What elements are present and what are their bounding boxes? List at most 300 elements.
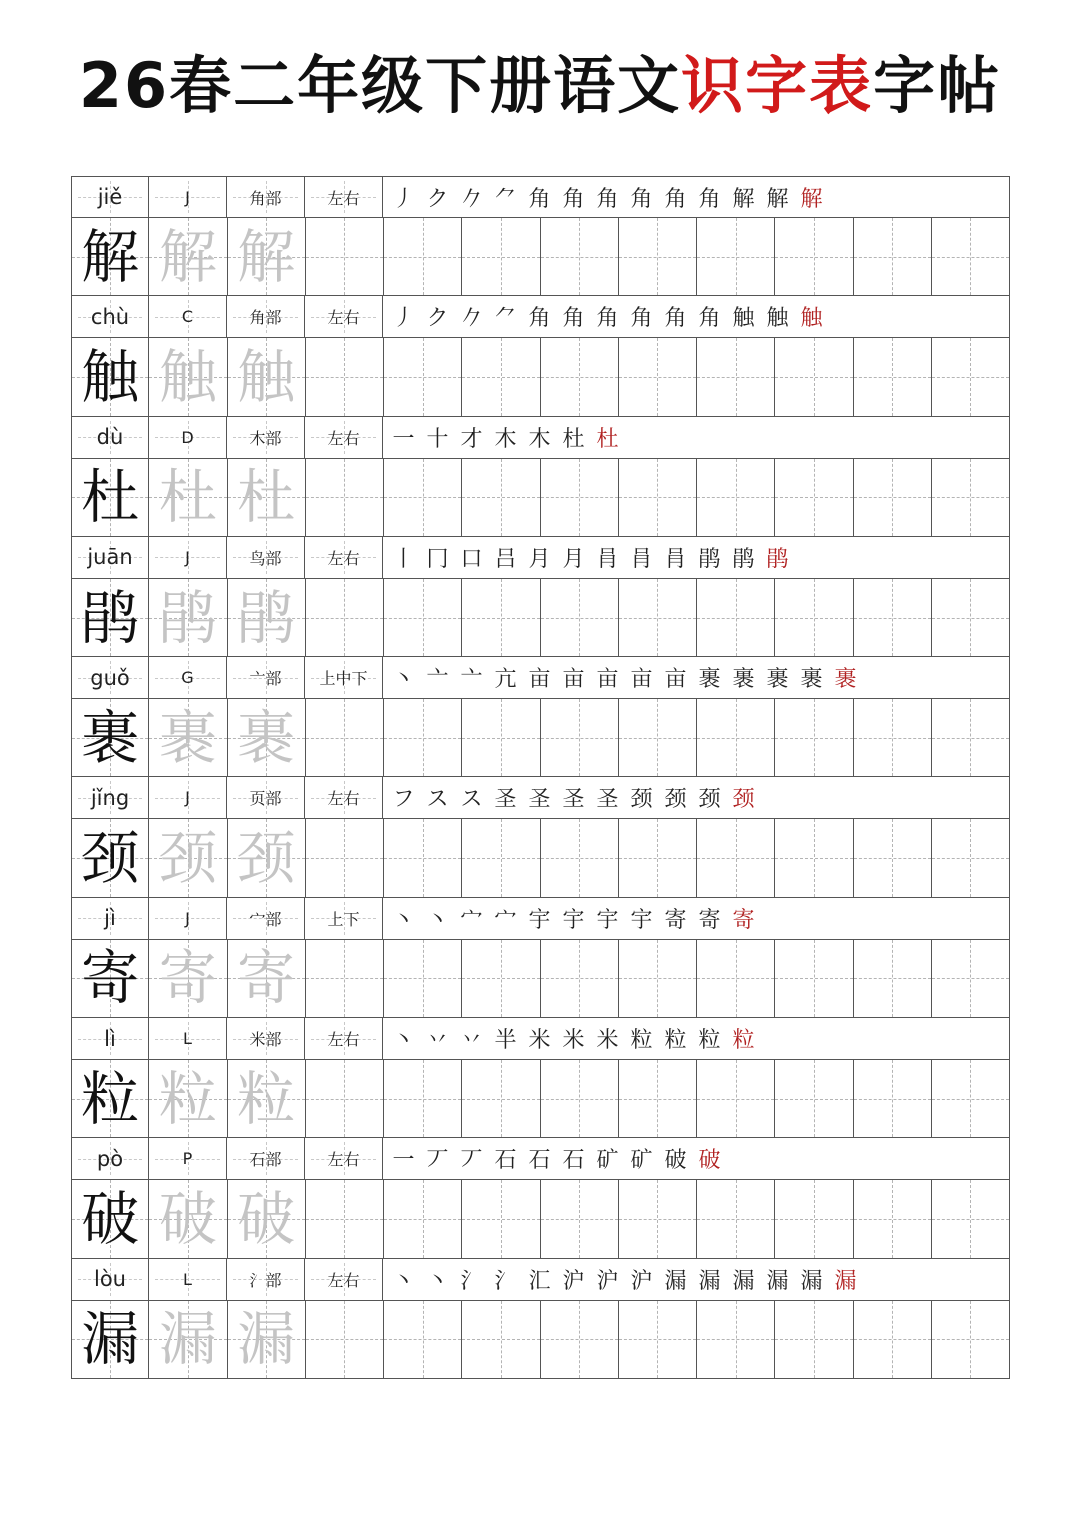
blank-practice-cell <box>541 819 619 897</box>
stroke-step: 破 <box>664 1148 687 1174</box>
stroke-step: 十 <box>426 426 449 452</box>
stroke-step: 裹 <box>766 667 789 693</box>
stroke-step: 才 <box>460 426 483 452</box>
stroke-step: ⺈ <box>494 186 517 212</box>
blank-practice-cell <box>306 338 384 416</box>
stroke-step: 石 <box>494 1148 517 1174</box>
initial-letter-cell <box>149 1138 227 1180</box>
character-block <box>71 1138 1010 1258</box>
stroke-step: 漏 <box>800 1268 823 1294</box>
blank-practice-cell <box>697 459 775 537</box>
blank-practice-cell <box>384 1301 462 1379</box>
stroke-step: 石 <box>562 1148 585 1174</box>
blank-practice-cell <box>384 940 462 1018</box>
initial-letter-cell <box>149 537 227 579</box>
stroke-step: 肙 <box>664 546 687 572</box>
initial-letter: J <box>185 547 190 567</box>
pinyin-label: lì <box>104 1026 116 1051</box>
trace-character: 解 <box>158 222 217 291</box>
stroke-step: 杜 <box>562 426 585 452</box>
radical-label: 角部 <box>249 308 282 328</box>
blank-practice-cell <box>541 459 619 537</box>
blank-practice-cell <box>619 819 697 897</box>
stroke-step: 裹 <box>800 667 823 693</box>
stroke-step: 丶 <box>426 1268 449 1294</box>
trace-character-cell <box>228 1180 306 1258</box>
structure-label-cell <box>305 417 383 459</box>
stroke-step: 宇 <box>528 907 551 933</box>
radical-label: 氵部 <box>249 1270 282 1290</box>
pinyin-label-cell <box>71 417 149 459</box>
stroke-step: 木 <box>494 426 517 452</box>
pinyin-label: guǒ <box>90 665 130 690</box>
radical-label: 鸟部 <box>249 548 282 568</box>
pinyin-label-cell <box>71 1259 149 1301</box>
radical-label-cell <box>227 1259 305 1301</box>
radical-label-cell <box>227 657 305 699</box>
stroke-step: ス <box>426 787 449 813</box>
model-character-cell <box>71 579 149 657</box>
stroke-step: 鹃 <box>766 546 789 572</box>
stroke-step: 解 <box>800 186 823 212</box>
stroke-step: 𠂊 <box>460 186 483 212</box>
structure-label: 左右 <box>327 789 360 809</box>
stroke-step: 粒 <box>732 1028 755 1054</box>
stroke-step: 汇 <box>528 1268 551 1294</box>
practice-row <box>71 338 1010 416</box>
stroke-step: 触 <box>732 306 755 332</box>
initial-letter-cell <box>149 657 227 699</box>
radical-label-cell <box>227 1018 305 1060</box>
blank-practice-cell <box>932 218 1010 296</box>
stroke-step: 宇 <box>596 907 619 933</box>
character-block <box>71 537 1010 657</box>
blank-practice-cell <box>462 1060 540 1138</box>
stroke-order-cell <box>383 657 1010 699</box>
blank-practice-cell <box>306 1180 384 1258</box>
structure-label: 上中下 <box>319 669 368 689</box>
stroke-step: 触 <box>800 306 823 332</box>
blank-practice-cell <box>541 699 619 777</box>
model-character: 解 <box>81 222 140 291</box>
stroke-step: 丿 <box>392 186 415 212</box>
stroke-step: 角 <box>562 306 585 332</box>
blank-practice-cell <box>932 819 1010 897</box>
stroke-step: 寄 <box>732 907 755 933</box>
blank-practice-cell <box>462 699 540 777</box>
stroke-step: 丶 <box>392 1268 415 1294</box>
practice-row <box>71 579 1010 657</box>
radical-label-cell <box>227 176 305 218</box>
trace-character-cell <box>149 459 227 537</box>
stroke-step: 亠 <box>460 667 483 693</box>
structure-label: 左右 <box>327 1030 360 1050</box>
initial-letter-cell <box>149 176 227 218</box>
trace-character: 寄 <box>237 944 296 1013</box>
pinyin-label-cell <box>71 537 149 579</box>
trace-character-cell <box>228 940 306 1018</box>
stroke-step: 亩 <box>562 667 585 693</box>
model-character-cell <box>71 940 149 1018</box>
blank-practice-cell <box>697 940 775 1018</box>
blank-practice-cell <box>541 1180 619 1258</box>
blank-practice-cell <box>462 1301 540 1379</box>
blank-practice-cell <box>697 338 775 416</box>
blank-practice-cell <box>462 218 540 296</box>
blank-practice-cell <box>462 940 540 1018</box>
model-character: 漏 <box>81 1305 140 1374</box>
stroke-step: 矿 <box>630 1148 653 1174</box>
stroke-step: 沪 <box>596 1268 619 1294</box>
stroke-step: 月 <box>562 546 585 572</box>
structure-label: 左右 <box>327 428 360 448</box>
stroke-step: 亩 <box>596 667 619 693</box>
stroke-step: 角 <box>596 186 619 212</box>
stroke-step: 一 <box>392 1148 415 1174</box>
stroke-step: 圣 <box>528 787 551 813</box>
blank-practice-cell <box>384 1060 462 1138</box>
radical-label-cell <box>227 537 305 579</box>
stroke-step: 沪 <box>630 1268 653 1294</box>
character-info-row <box>71 1138 1010 1180</box>
stroke-step: 宀 <box>460 907 483 933</box>
stroke-step: 粒 <box>630 1028 653 1054</box>
stroke-step: 粒 <box>698 1028 721 1054</box>
character-block <box>71 176 1010 296</box>
stroke-step: 圣 <box>596 787 619 813</box>
trace-character: 颈 <box>237 824 296 893</box>
model-character: 鹃 <box>81 583 140 652</box>
model-character-cell <box>71 699 149 777</box>
stroke-order-cell <box>383 176 1010 218</box>
stroke-step: 角 <box>698 186 721 212</box>
blank-practice-cell <box>384 699 462 777</box>
stroke-step: 漏 <box>664 1268 687 1294</box>
stroke-step: 米 <box>528 1028 551 1054</box>
blank-practice-cell <box>775 1060 853 1138</box>
trace-character: 鹃 <box>237 583 296 652</box>
blank-practice-cell <box>384 1180 462 1258</box>
stroke-order-cell <box>383 537 1010 579</box>
trace-character-cell <box>149 1301 227 1379</box>
blank-practice-cell <box>697 1060 775 1138</box>
structure-label-cell <box>305 537 383 579</box>
stroke-step: 宇 <box>562 907 585 933</box>
initial-letter: J <box>185 187 190 207</box>
blank-practice-cell <box>619 940 697 1018</box>
stroke-step: 丷 <box>426 1028 449 1054</box>
stroke-step: 解 <box>732 186 755 212</box>
trace-character: 粒 <box>158 1064 217 1133</box>
character-block <box>71 777 1010 897</box>
stroke-step: 解 <box>766 186 789 212</box>
stroke-step: 圣 <box>562 787 585 813</box>
stroke-step: 角 <box>698 306 721 332</box>
blank-practice-cell <box>306 459 384 537</box>
character-info-row <box>71 777 1010 819</box>
stroke-step: 𠂊 <box>460 306 483 332</box>
stroke-step: 氵 <box>494 1268 517 1294</box>
stroke-step: 寄 <box>664 907 687 933</box>
stroke-step: 角 <box>664 306 687 332</box>
pinyin-label-cell <box>71 296 149 338</box>
stroke-step: ス <box>460 787 483 813</box>
structure-label-cell <box>305 296 383 338</box>
stroke-step: ⺈ <box>494 306 517 332</box>
initial-letter-cell <box>149 1259 227 1301</box>
trace-character-cell <box>228 218 306 296</box>
model-character: 寄 <box>81 944 140 1013</box>
model-character: 颈 <box>81 824 140 893</box>
character-info-row <box>71 537 1010 579</box>
stroke-step: ク <box>426 306 449 332</box>
title-part-2: 字帖 <box>873 49 1002 122</box>
character-info-row <box>71 898 1010 940</box>
blank-practice-cell <box>462 579 540 657</box>
trace-character-cell <box>149 1060 227 1138</box>
initial-letter: D <box>181 427 194 447</box>
stroke-step: 宀 <box>494 907 517 933</box>
character-block <box>71 417 1010 537</box>
stroke-step: 丿 <box>392 306 415 332</box>
stroke-step: 亠 <box>426 667 449 693</box>
trace-character: 解 <box>237 222 296 291</box>
blank-practice-cell <box>932 1180 1010 1258</box>
stroke-step: 角 <box>562 186 585 212</box>
blank-practice-cell <box>384 579 462 657</box>
blank-practice-cell <box>306 699 384 777</box>
blank-practice-cell <box>775 1301 853 1379</box>
blank-practice-cell <box>854 1060 932 1138</box>
model-character-cell <box>71 1301 149 1379</box>
blank-practice-cell <box>619 699 697 777</box>
practice-row <box>71 1060 1010 1138</box>
trace-character: 寄 <box>158 944 217 1013</box>
blank-practice-cell <box>619 459 697 537</box>
model-character: 破 <box>81 1185 140 1254</box>
trace-character-cell <box>149 940 227 1018</box>
blank-practice-cell <box>854 1180 932 1258</box>
radical-label-cell <box>227 898 305 940</box>
structure-label-cell <box>305 657 383 699</box>
stroke-order-cell <box>383 898 1010 940</box>
blank-practice-cell <box>775 338 853 416</box>
stroke-step: 杜 <box>596 426 619 452</box>
pinyin-label: lòu <box>94 1267 126 1292</box>
trace-character-cell <box>228 579 306 657</box>
blank-practice-cell <box>306 218 384 296</box>
blank-practice-cell <box>775 459 853 537</box>
stroke-step: 矿 <box>596 1148 619 1174</box>
stroke-step: 触 <box>766 306 789 332</box>
stroke-step: 颈 <box>664 787 687 813</box>
stroke-step: フ <box>392 787 415 813</box>
blank-practice-cell <box>932 1060 1010 1138</box>
blank-practice-cell <box>854 218 932 296</box>
trace-character-cell <box>228 459 306 537</box>
blank-practice-cell <box>854 579 932 657</box>
title-highlight: 识字表 <box>681 49 874 122</box>
stroke-step: 角 <box>596 306 619 332</box>
structure-label-cell <box>305 1018 383 1060</box>
stroke-step: 漏 <box>698 1268 721 1294</box>
trace-character: 杜 <box>158 463 217 532</box>
blank-practice-cell <box>775 699 853 777</box>
trace-character-cell <box>149 819 227 897</box>
initial-letter: J <box>185 788 190 808</box>
stroke-step: 亩 <box>630 667 653 693</box>
blank-practice-cell <box>384 218 462 296</box>
structure-label-cell <box>305 1138 383 1180</box>
trace-character-cell <box>228 338 306 416</box>
stroke-step: 角 <box>630 186 653 212</box>
blank-practice-cell <box>775 819 853 897</box>
stroke-step: 漏 <box>732 1268 755 1294</box>
radical-label: 宀部 <box>249 909 282 929</box>
initial-letter: G <box>181 668 194 688</box>
blank-practice-cell <box>462 1180 540 1258</box>
stroke-step: 肙 <box>596 546 619 572</box>
stroke-order-cell <box>383 417 1010 459</box>
stroke-step: 圣 <box>494 787 517 813</box>
character-block <box>71 657 1010 777</box>
blank-practice-cell <box>697 1301 775 1379</box>
blank-practice-cell <box>541 1060 619 1138</box>
pinyin-label-cell <box>71 1138 149 1180</box>
trace-character-cell <box>149 579 227 657</box>
radical-label: 亠部 <box>249 669 282 689</box>
stroke-step: 角 <box>528 306 551 332</box>
trace-character: 漏 <box>237 1305 296 1374</box>
stroke-step: 沪 <box>562 1268 585 1294</box>
structure-label: 左右 <box>327 1270 360 1290</box>
blank-practice-cell <box>619 1060 697 1138</box>
stroke-step: 氵 <box>460 1268 483 1294</box>
blank-practice-cell <box>854 819 932 897</box>
stroke-step: 粒 <box>664 1028 687 1054</box>
model-character-cell <box>71 1060 149 1138</box>
blank-practice-cell <box>384 459 462 537</box>
radical-label: 米部 <box>249 1030 282 1050</box>
stroke-step: 丆 <box>426 1148 449 1174</box>
radical-label: 石部 <box>249 1150 282 1170</box>
practice-row <box>71 819 1010 897</box>
initial-letter: L <box>183 1029 192 1049</box>
radical-label-cell <box>227 417 305 459</box>
blank-practice-cell <box>932 940 1010 1018</box>
blank-practice-cell <box>854 1301 932 1379</box>
structure-label: 左右 <box>327 308 360 328</box>
stroke-step: 半 <box>494 1028 517 1054</box>
character-info-row <box>71 417 1010 459</box>
initial-letter: C <box>181 307 194 327</box>
model-character: 粒 <box>81 1064 140 1133</box>
blank-practice-cell <box>932 1301 1010 1379</box>
trace-character-cell <box>228 1060 306 1138</box>
blank-practice-cell <box>462 338 540 416</box>
stroke-step: 石 <box>528 1148 551 1174</box>
blank-practice-cell <box>697 1180 775 1258</box>
pinyin-label-cell <box>71 1018 149 1060</box>
radical-label-cell <box>227 1138 305 1180</box>
stroke-step: 月 <box>528 546 551 572</box>
blank-practice-cell <box>306 819 384 897</box>
stroke-step: 裹 <box>732 667 755 693</box>
practice-row <box>71 699 1010 777</box>
blank-practice-cell <box>619 1180 697 1258</box>
stroke-step: 亢 <box>494 667 517 693</box>
stroke-step: 口 <box>460 546 483 572</box>
stroke-step: 裹 <box>834 667 857 693</box>
blank-practice-cell <box>541 338 619 416</box>
character-info-row <box>71 1259 1010 1301</box>
practice-row <box>71 940 1010 1018</box>
blank-practice-cell <box>775 940 853 1018</box>
radical-label: 页部 <box>249 789 282 809</box>
trace-character-cell <box>228 699 306 777</box>
radical-label: 角部 <box>249 188 282 208</box>
blank-practice-cell <box>619 218 697 296</box>
stroke-step: 角 <box>664 186 687 212</box>
model-character: 裹 <box>81 703 140 772</box>
stroke-step: 颈 <box>732 787 755 813</box>
stroke-step: 鹃 <box>698 546 721 572</box>
model-character-cell <box>71 218 149 296</box>
blank-practice-cell <box>854 940 932 1018</box>
page-title <box>0 45 1080 127</box>
stroke-step: 木 <box>528 426 551 452</box>
blank-practice-cell <box>619 338 697 416</box>
stroke-step: 肙 <box>630 546 653 572</box>
blank-practice-cell <box>932 338 1010 416</box>
character-info-row <box>71 657 1010 699</box>
blank-practice-cell <box>541 940 619 1018</box>
character-info-row <box>71 176 1010 218</box>
blank-practice-cell <box>306 1301 384 1379</box>
structure-label: 上下 <box>327 909 360 929</box>
structure-label-cell <box>305 1259 383 1301</box>
stroke-order-cell <box>383 777 1010 819</box>
stroke-step: 丶 <box>392 907 415 933</box>
pinyin-label: jì <box>104 906 116 931</box>
trace-character: 裹 <box>237 703 296 772</box>
character-info-row <box>71 1018 1010 1060</box>
trace-character: 粒 <box>237 1064 296 1133</box>
model-character: 杜 <box>81 463 140 532</box>
initial-letter-cell <box>149 417 227 459</box>
trace-character: 触 <box>237 342 296 411</box>
blank-practice-cell <box>384 819 462 897</box>
trace-character-cell <box>228 819 306 897</box>
stroke-step: 宇 <box>630 907 653 933</box>
radical-label: 木部 <box>249 428 282 448</box>
stroke-step: 寄 <box>698 907 721 933</box>
blank-practice-cell <box>384 338 462 416</box>
blank-practice-cell <box>854 338 932 416</box>
structure-label-cell <box>305 176 383 218</box>
blank-practice-cell <box>541 1301 619 1379</box>
trace-character: 漏 <box>158 1305 217 1374</box>
blank-practice-cell <box>462 819 540 897</box>
trace-character-cell <box>149 699 227 777</box>
blank-practice-cell <box>697 579 775 657</box>
blank-practice-cell <box>306 1060 384 1138</box>
blank-practice-cell <box>541 218 619 296</box>
pinyin-label-cell <box>71 657 149 699</box>
blank-practice-cell <box>932 579 1010 657</box>
initial-letter: L <box>183 1269 192 1289</box>
title-part-1: 26春二年级下册语文 <box>78 49 682 122</box>
